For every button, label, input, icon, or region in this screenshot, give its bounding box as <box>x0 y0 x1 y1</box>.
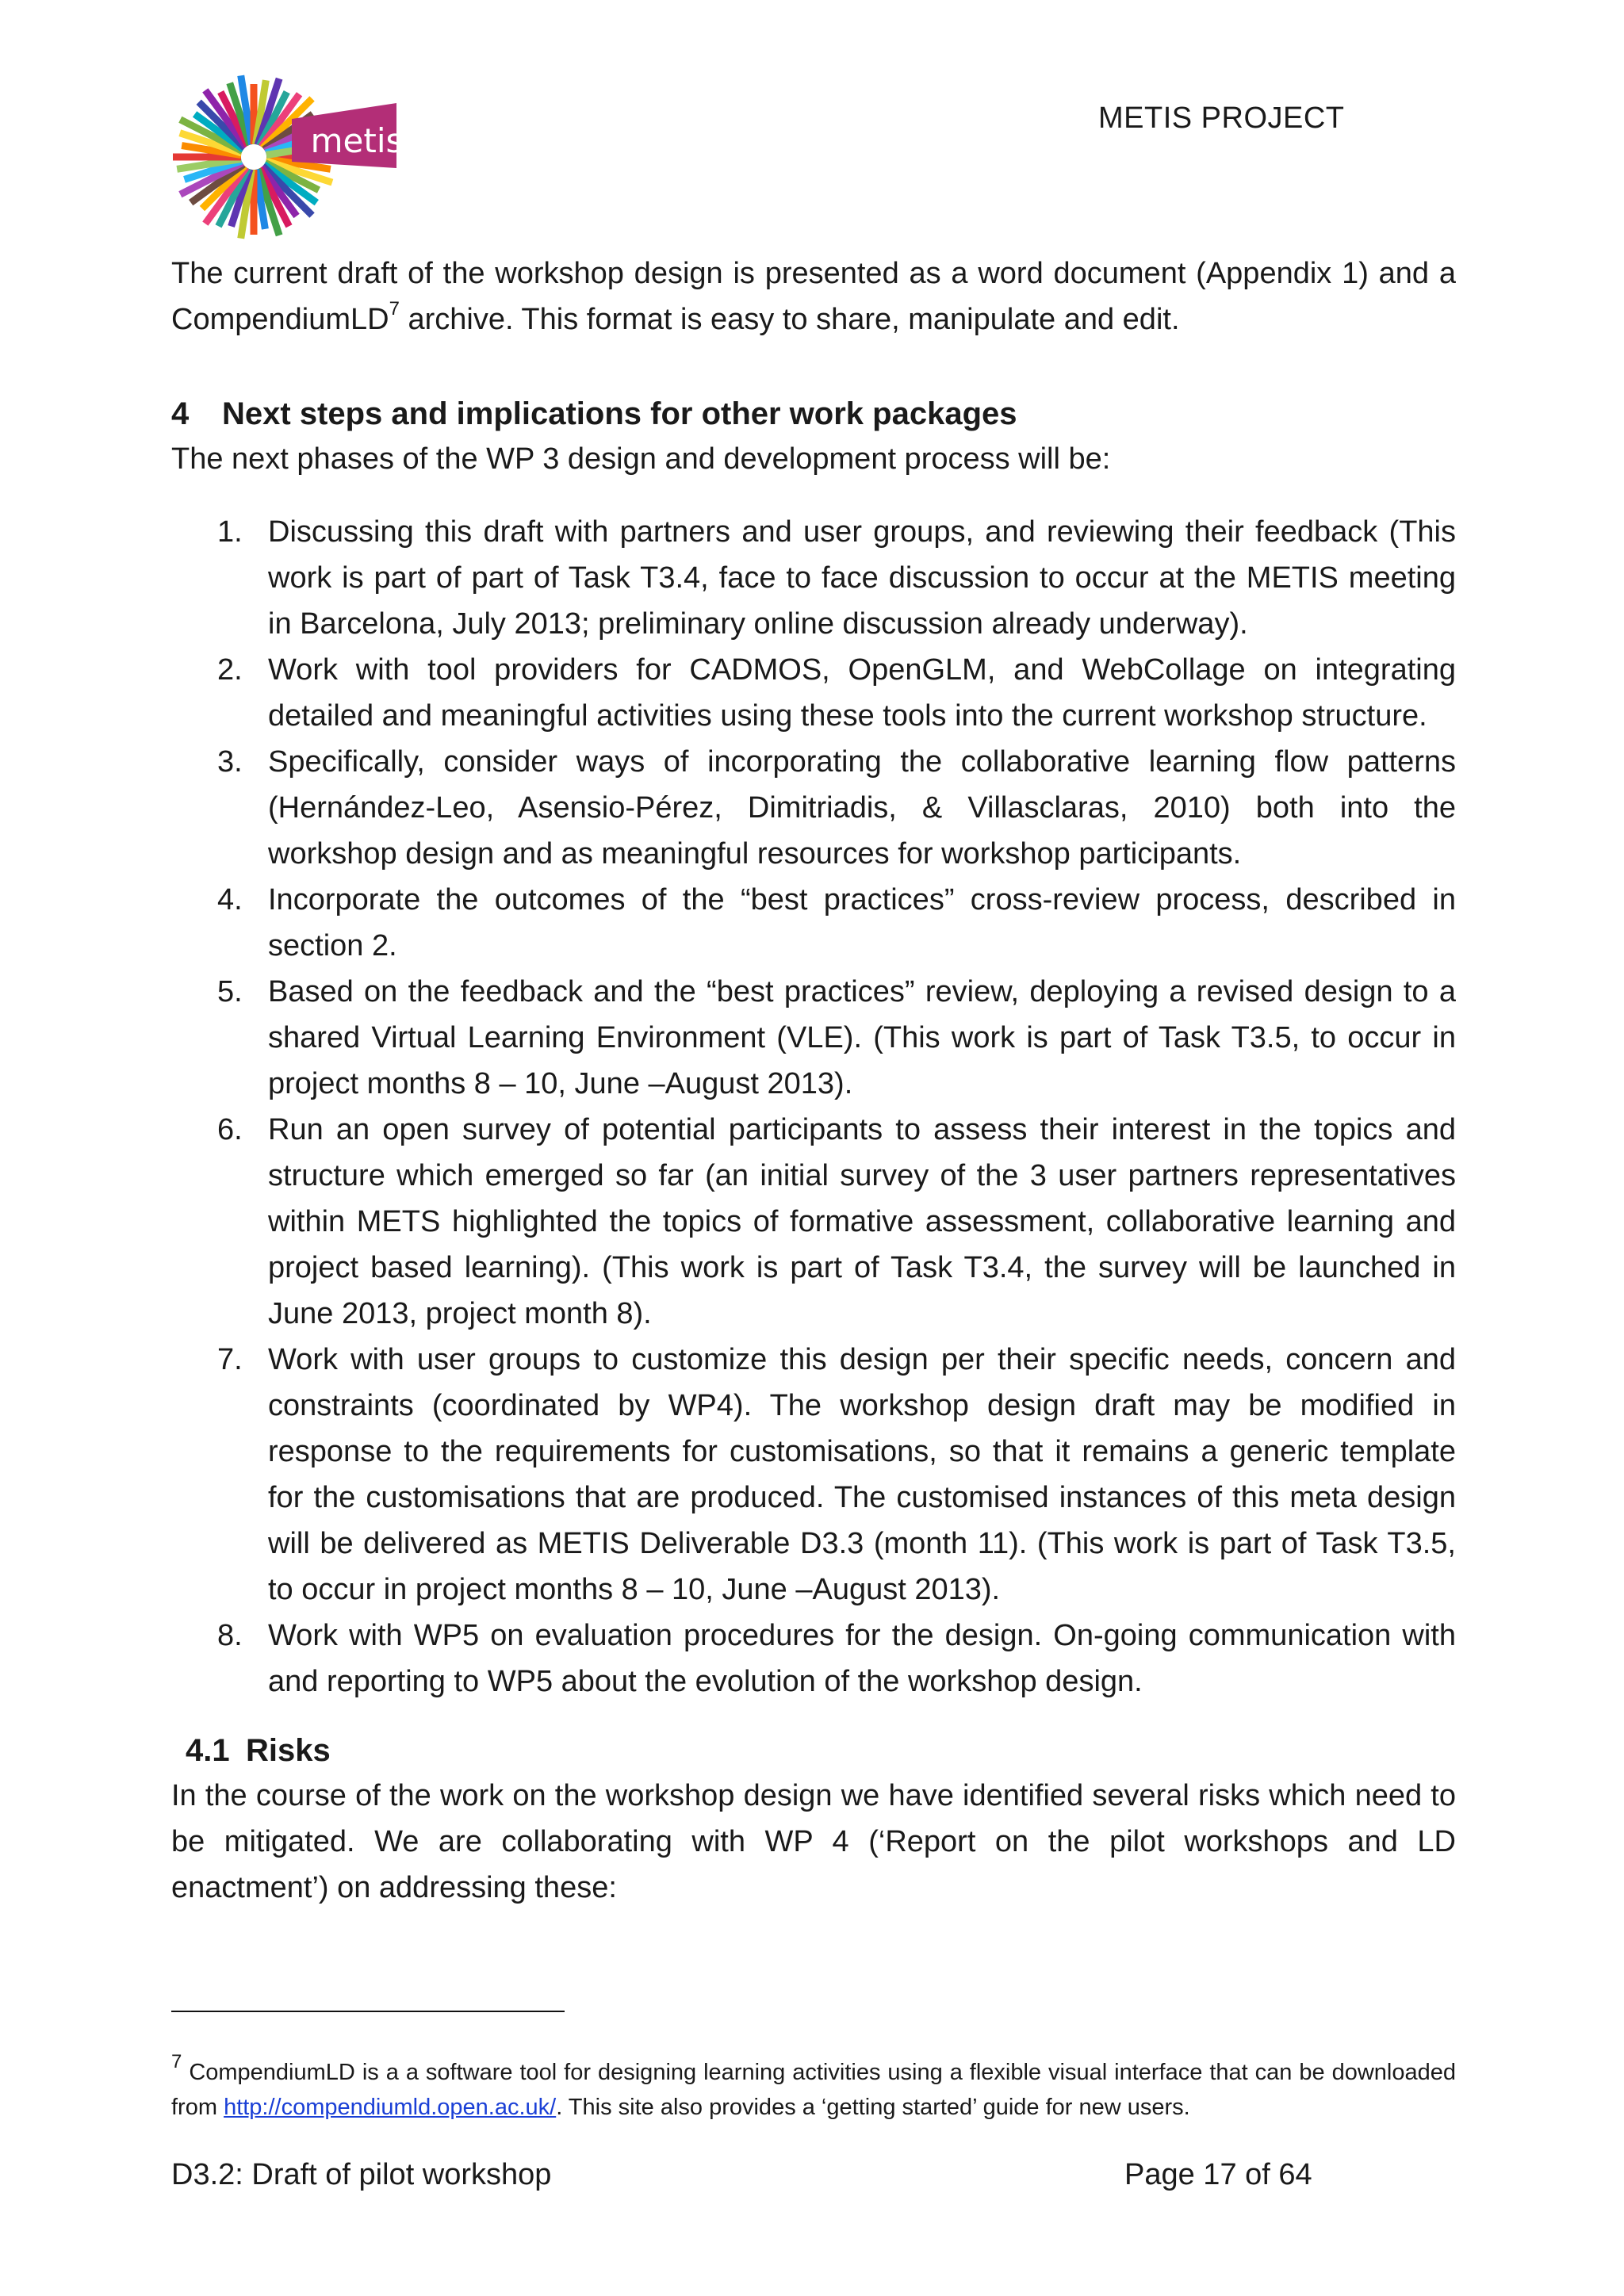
list-item: 3. Specifically, consider ways of incorporating the collaborative learning flow patterns (Hernández-Leo, Asensio-Pérez, Dimitriadis, & Villasclaras, 2010) both into the workshop design and as meaningful resources for workshop participants. <box>217 745 1456 871</box>
footnote: $^7$ CompendiumLD is a a software tool for designing learning activities using a flexible visual interface that can be downloaded from http://compendiumld.open.ac.uk/. This site also provides a ‘getting started’ guide for new users. <box>171 2051 1456 2120</box>
section-4-lead: The next phases of the WP 3 design and development process will be: <box>171 442 1111 476</box>
section-4-heading: 4 Next steps and implications for other work packages <box>171 396 1017 431</box>
footer-page-number: Page 17 of 64 <box>1124 2158 1312 2191</box>
svg-text:metis: metis <box>310 121 403 160</box>
metis-logo <box>173 73 403 241</box>
compendiumld-link[interactable]: http://compendiumld.open.ac.uk/ <box>224 2095 557 2120</box>
list-item: 6. Run an open survey of potential participants to assess their interest in the topics and structure which emerged so far (an initial survey of the 3 user partners representatives within METS highlighted the topics of formative assessment, collaborative learning and project based learning). (This work is part of Task T3.4, the survey will be launched in June 2013, project month 8). <box>217 1113 1456 1330</box>
risks-paragraph: In the course of the work on the workshop design we have identified several risks which need to be mitigated. We are collaborating with WP 4 (‘Report on the pilot workshops and LD enactment’) on addressing these: <box>171 1779 1456 1904</box>
footnote-separator <box>171 2011 565 2012</box>
footer-document-title: D3.2: Draft of pilot workshop <box>171 2158 552 2191</box>
list-item: 7. Work with user groups to customize this design per their specific needs, concern and constraints (coordinated by WP4). The workshop design draft may be modified in response to the requirements for customisations, so that it remains a generic template for the customisations that are produced. The customised instances of this meta design will be delivered as METIS Deliverable D3.3 (month 11). (This work is part of Task T3.5, to occur in project months 8 – 10, June –August 2013). <box>217 1343 1456 1606</box>
list-item: 4. Incorporate the outcomes of the “best practices” cross-review process, described in section 2. <box>217 883 1456 962</box>
list-item: 2. Work with tool providers for CADMOS, OpenGLM, and WebCollage on integrating detailed and meaningful activities using these tools into the current workshop structure. <box>217 653 1456 733</box>
main-content <box>171 251 1456 1911</box>
list-item: 5. Based on the feedback and the “best practices” review, deploying a revised design to a shared Virtual Learning Environment (VLE). (This work is part of Task T3.5, to occur in project months 8 – 10, June –August 2013). <box>217 975 1456 1100</box>
section-4-1-heading: 4.1 Risks <box>186 1733 331 1768</box>
next-steps-list <box>171 509 1456 1705</box>
list-item: 8. Work with WP5 on evaluation procedures for the design. On-going communication with and reporting to WP5 about the evolution of the workshop design. <box>217 1619 1456 1698</box>
intro-paragraph: The current draft of the workshop design is presented as a word document (Appendix 1) and a CompendiumLD$^7$ archive. This format is easy to share, manipulate and edit. <box>171 257 1456 336</box>
footnote-reference[interactable]: 7 <box>389 298 400 320</box>
project-header: METIS PROJECT <box>1098 101 1345 135</box>
list-item: 1. Discussing this draft with partners and user groups, and reviewing their feedback (This work is part of part of Task T3.4, face to face discussion to occur at the METIS meeting in Barcelona, July 2013; preliminary online discussion already underway). <box>217 515 1456 641</box>
